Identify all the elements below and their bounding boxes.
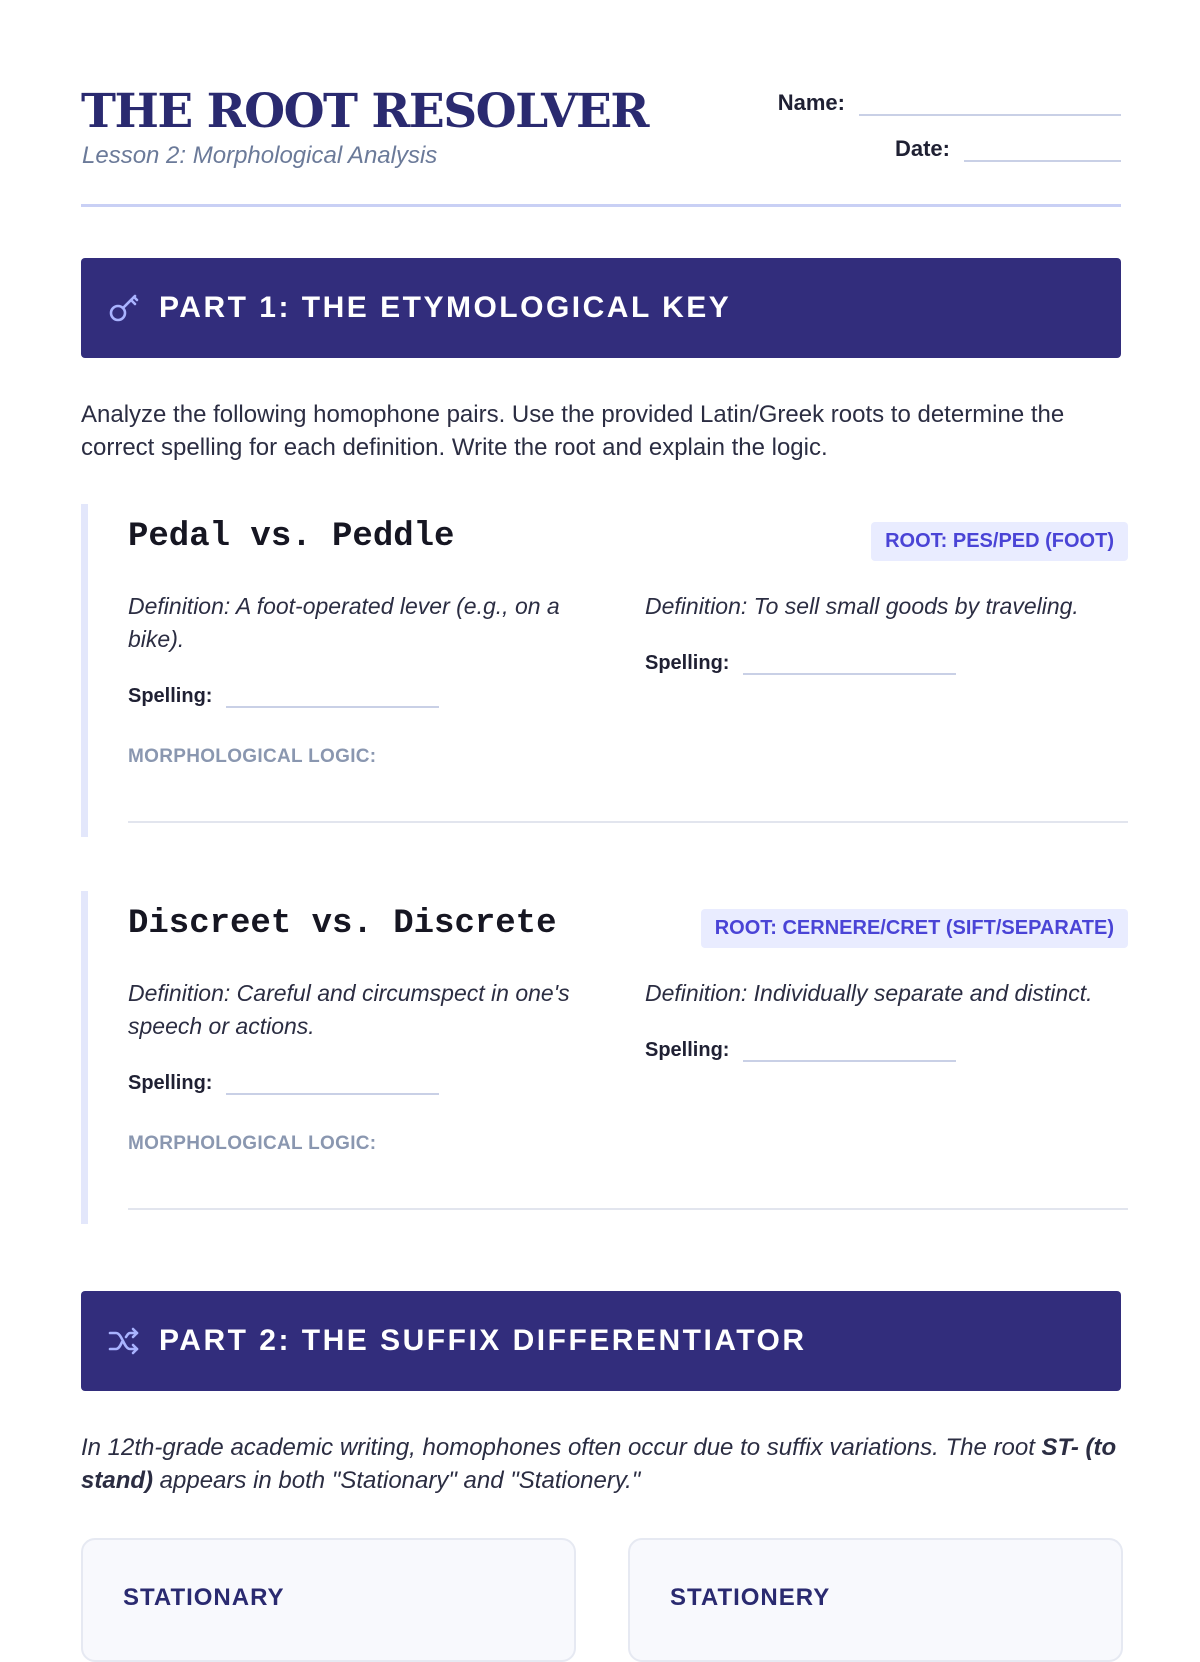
date-label: Date:	[894, 136, 950, 161]
word-pair-card	[81, 891, 1128, 1224]
spelling-row	[645, 1034, 1125, 1062]
definition-column-left	[128, 977, 608, 1095]
key-icon	[107, 291, 141, 325]
page-title: THE ROOT RESOLVER	[81, 84, 648, 139]
morphological-logic-field[interactable]	[128, 821, 1128, 823]
spelling-field[interactable]	[226, 680, 439, 708]
definition-column-right	[645, 977, 1125, 1062]
root-badge: ROOT: CERNERE/CRET (SIFT/SEPARATE)	[701, 909, 1128, 948]
spelling-row	[645, 647, 1125, 675]
spelling-row	[128, 1067, 608, 1095]
definition-column-right	[645, 590, 1125, 675]
spelling-field[interactable]	[226, 1067, 439, 1095]
intro-text-end: appears in both "Stationary" and "Stationery."	[153, 1467, 641, 1494]
part2-header	[81, 1291, 1121, 1391]
definition-text: Definition: A foot-operated lever (e.g., on a bike).	[128, 593, 560, 652]
root-badge: ROOT: PES/PED (FOOT)	[871, 522, 1128, 561]
suffix-card-label: STATIONERY	[670, 1584, 831, 1611]
word-pair-card	[81, 504, 1128, 837]
date-field-row	[895, 130, 1121, 162]
spelling-row	[128, 680, 608, 708]
intro-text-start: In 12th-grade academic writing, homophones often occur due to suffix variations. The root	[81, 1434, 1042, 1461]
part2-title: PART 2: THE SUFFIX DIFFERENTIATOR	[159, 1324, 807, 1357]
word-pair-title: Discreet vs. Discrete	[128, 905, 557, 943]
part2-instructions	[81, 1431, 1121, 1497]
spelling-label: Spelling:	[128, 685, 213, 707]
part1-title: PART 1: THE ETYMOLOGICAL KEY	[159, 291, 732, 324]
spelling-label: Spelling:	[645, 652, 730, 674]
suffix-card-stationery	[628, 1538, 1123, 1662]
spelling-field[interactable]	[743, 647, 956, 675]
part1-header	[81, 258, 1121, 358]
definition-column-left	[128, 590, 608, 708]
shuffle-icon	[107, 1324, 141, 1358]
definition-text: Definition: Individually separate and distinct.	[645, 980, 1093, 1006]
morphological-logic-label: MORPHOLOGICAL LOGIC:	[128, 1133, 377, 1154]
definition-text: Definition: Careful and circumspect in one's speech or actions.	[128, 980, 570, 1039]
part1-instructions: Analyze the following homophone pairs. Use the provided Latin/Greek roots to determine the correct spelling for each definition. Write the root and explain the logic.	[81, 401, 1065, 461]
name-field[interactable]	[859, 84, 1121, 116]
spelling-field[interactable]	[743, 1034, 956, 1062]
suffix-card-label: STATIONARY	[123, 1584, 285, 1611]
intro-root-highlight: ST- (to stand)	[81, 1434, 1117, 1494]
worksheet-header	[81, 80, 1121, 207]
name-field-row	[778, 84, 1121, 116]
name-label: Name:	[777, 90, 845, 115]
word-pair-title: Pedal vs. Peddle	[128, 518, 455, 556]
suffix-card-stationary	[81, 1538, 576, 1662]
date-field[interactable]	[964, 130, 1121, 162]
spelling-label: Spelling:	[128, 1072, 213, 1094]
spelling-label: Spelling:	[645, 1039, 730, 1061]
morphological-logic-field[interactable]	[128, 1208, 1128, 1210]
lesson-subtitle: Lesson 2: Morphological Analysis	[82, 142, 438, 169]
morphological-logic-label: MORPHOLOGICAL LOGIC:	[128, 746, 377, 767]
definition-text: Definition: To sell small goods by traveling.	[645, 593, 1079, 619]
